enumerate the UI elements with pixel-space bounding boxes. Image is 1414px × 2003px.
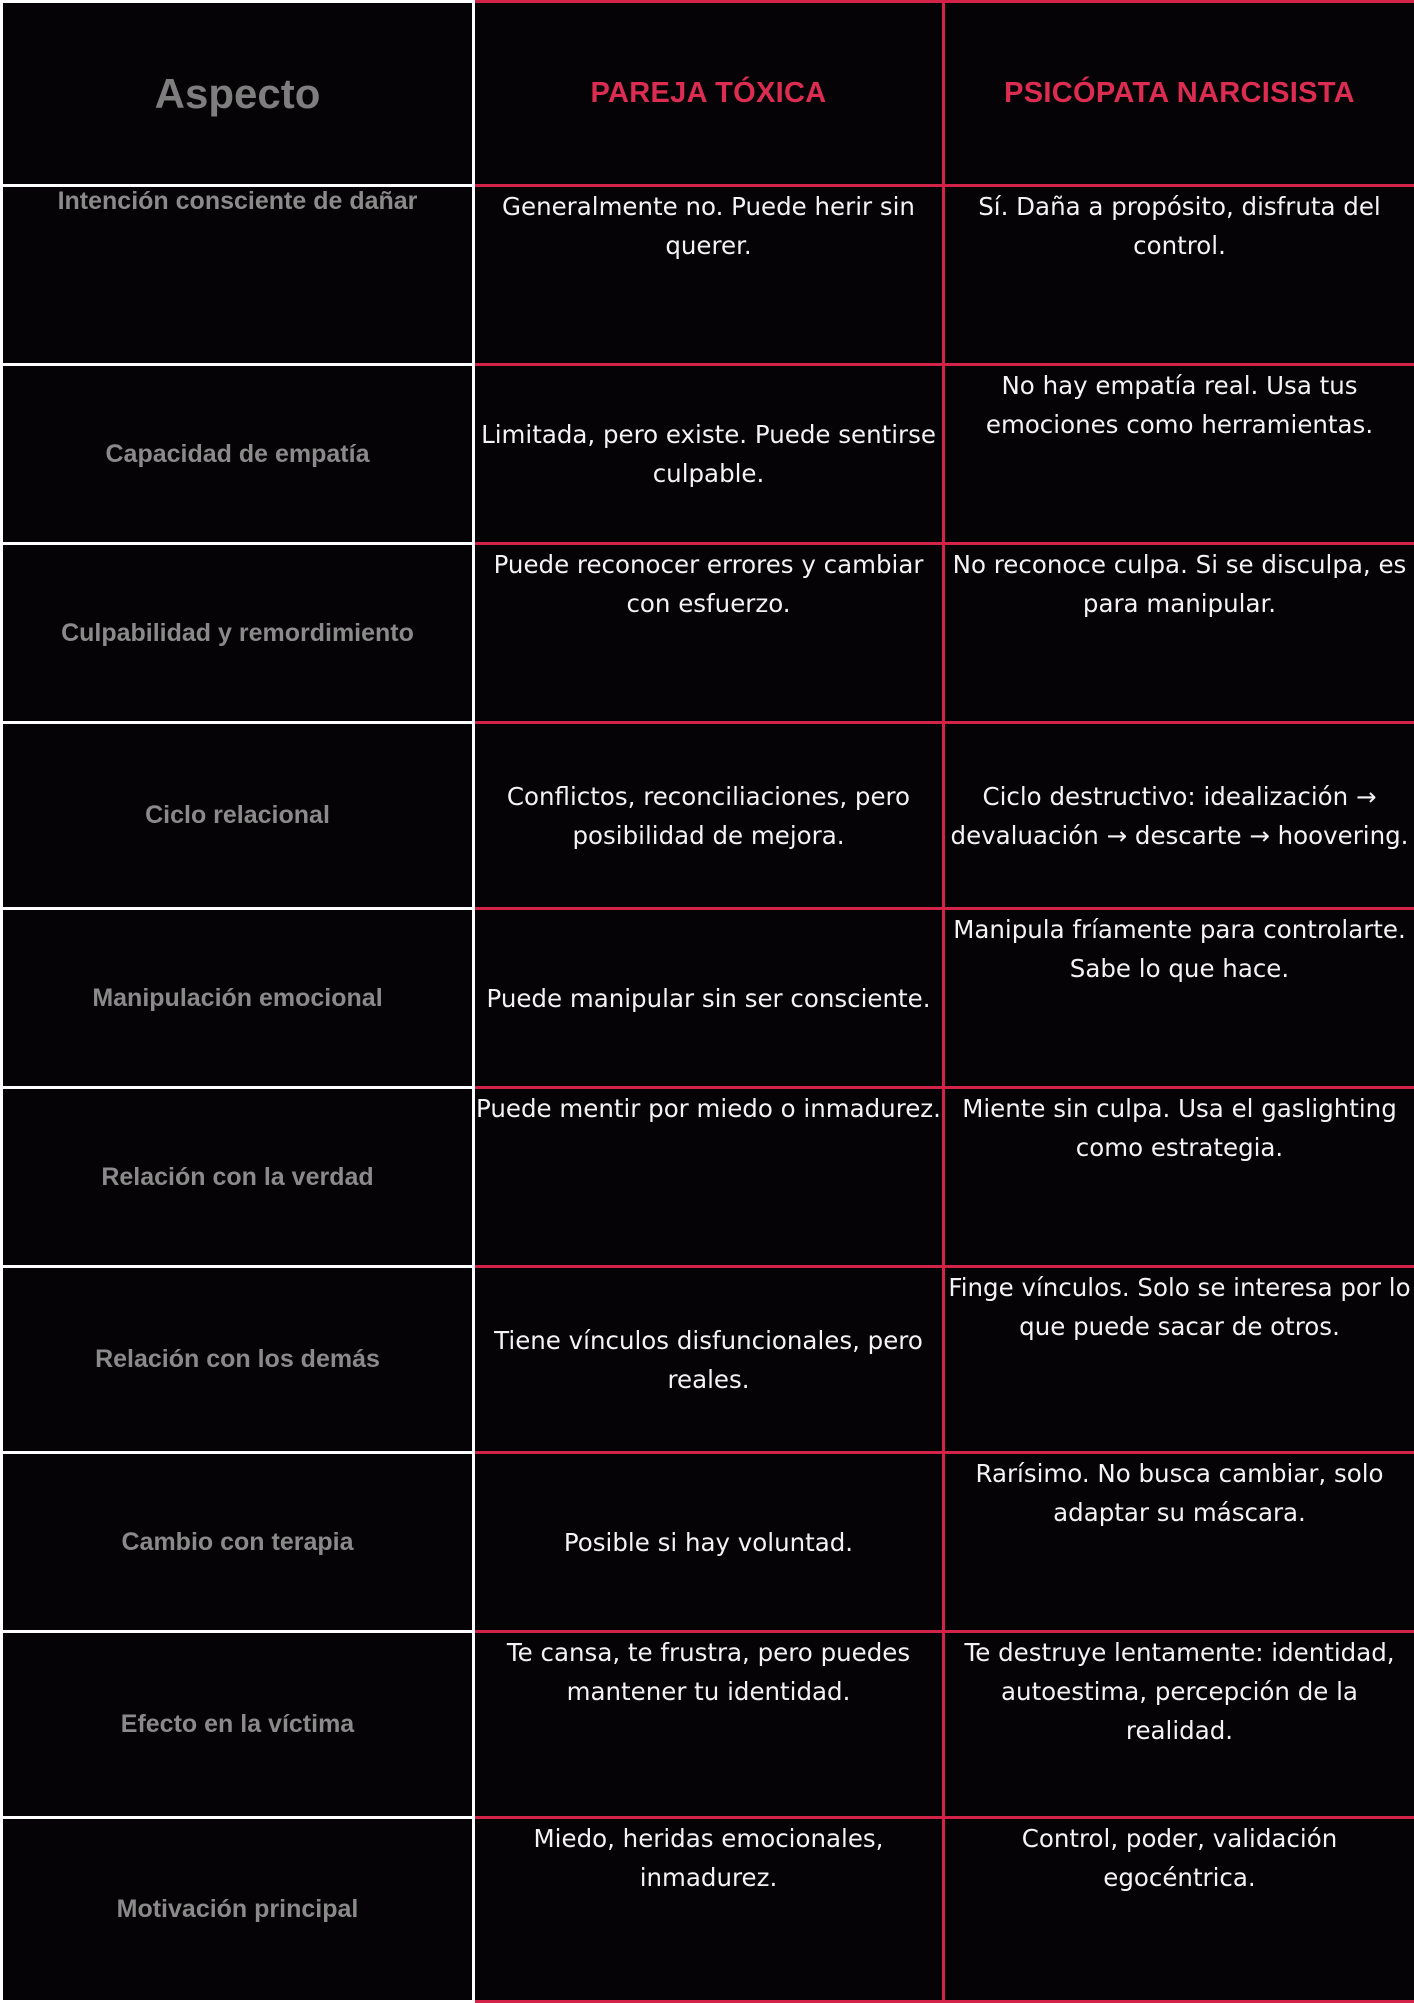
aspect-cell: Intención consciente de dañar (2, 186, 474, 365)
table-row (2, 1088, 1414, 1267)
toxic-cell: Tiene vínculos disfuncionales, pero reales. (474, 1267, 944, 1453)
psycho-cell: Sí. Daña a propósito, disfruta del control. (944, 186, 1414, 365)
aspect-cell: Relación con la verdad (2, 1088, 474, 1267)
aspect-cell: Motivación principal (2, 1818, 474, 2002)
toxic-cell: Puede manipular sin ser consciente. (474, 909, 944, 1088)
table-row (2, 365, 1414, 544)
table-row (2, 186, 1414, 365)
aspect-cell: Ciclo relacional (2, 723, 474, 909)
aspect-cell: Manipulación emocional (2, 909, 474, 1088)
aspect-cell: Cambio con terapia (2, 1453, 474, 1632)
table-row (2, 723, 1414, 909)
aspect-cell: Relación con los demás (2, 1267, 474, 1453)
table-row (2, 1453, 1414, 1632)
toxic-cell: Miedo, heridas emocionales, inmadurez. (474, 1818, 944, 2002)
psycho-cell: No hay empatía real. Usa tus emociones como herramientas. (944, 365, 1414, 544)
aspect-cell: Efecto en la víctima (2, 1632, 474, 1818)
toxic-cell: Puede mentir por miedo o inmadurez. (474, 1088, 944, 1267)
psycho-cell: Manipula fríamente para controlarte. Sabe lo que hace. (944, 909, 1414, 1088)
table-row (2, 1267, 1414, 1453)
psycho-cell: Control, poder, validación egocéntrica. (944, 1818, 1414, 2002)
toxic-cell: Generalmente no. Puede herir sin querer. (474, 186, 944, 365)
header-aspect: Aspecto (2, 2, 474, 186)
table-row (2, 1632, 1414, 1818)
table-row (2, 544, 1414, 723)
psycho-cell: Finge vínculos. Solo se interesa por lo que puede sacar de otros. (944, 1267, 1414, 1453)
toxic-cell: Posible si hay voluntad. (474, 1453, 944, 1632)
psycho-cell: No reconoce culpa. Si se disculpa, es para manipular. (944, 544, 1414, 723)
psycho-cell: Rarísimo. No busca cambiar, solo adaptar su máscara. (944, 1453, 1414, 1632)
toxic-cell: Conflictos, reconciliaciones, pero posibilidad de mejora. (474, 723, 944, 909)
header-toxic-partner: PAREJA TÓXICA (474, 2, 944, 186)
toxic-cell: Puede reconocer errores y cambiar con esfuerzo. (474, 544, 944, 723)
header-narcissistic-psychopath: PSICÓPATA NARCISISTA (944, 2, 1414, 186)
toxic-cell: Te cansa, te frustra, pero puedes mantener tu identidad. (474, 1632, 944, 1818)
aspect-cell: Capacidad de empatía (2, 365, 474, 544)
psycho-cell: Ciclo destructivo: idealización → devaluación → descarte → hoovering. (944, 723, 1414, 909)
toxic-cell: Limitada, pero existe. Puede sentirse culpable. (474, 365, 944, 544)
aspect-cell: Culpabilidad y remordimiento (2, 544, 474, 723)
table-row (2, 909, 1414, 1088)
psycho-cell: Te destruye lentamente: identidad, autoestima, percepción de la realidad. (944, 1632, 1414, 1818)
psycho-cell: Miente sin culpa. Usa el gaslighting como estrategia. (944, 1088, 1414, 1267)
header-row (2, 2, 1414, 186)
table-row (2, 1818, 1414, 2002)
